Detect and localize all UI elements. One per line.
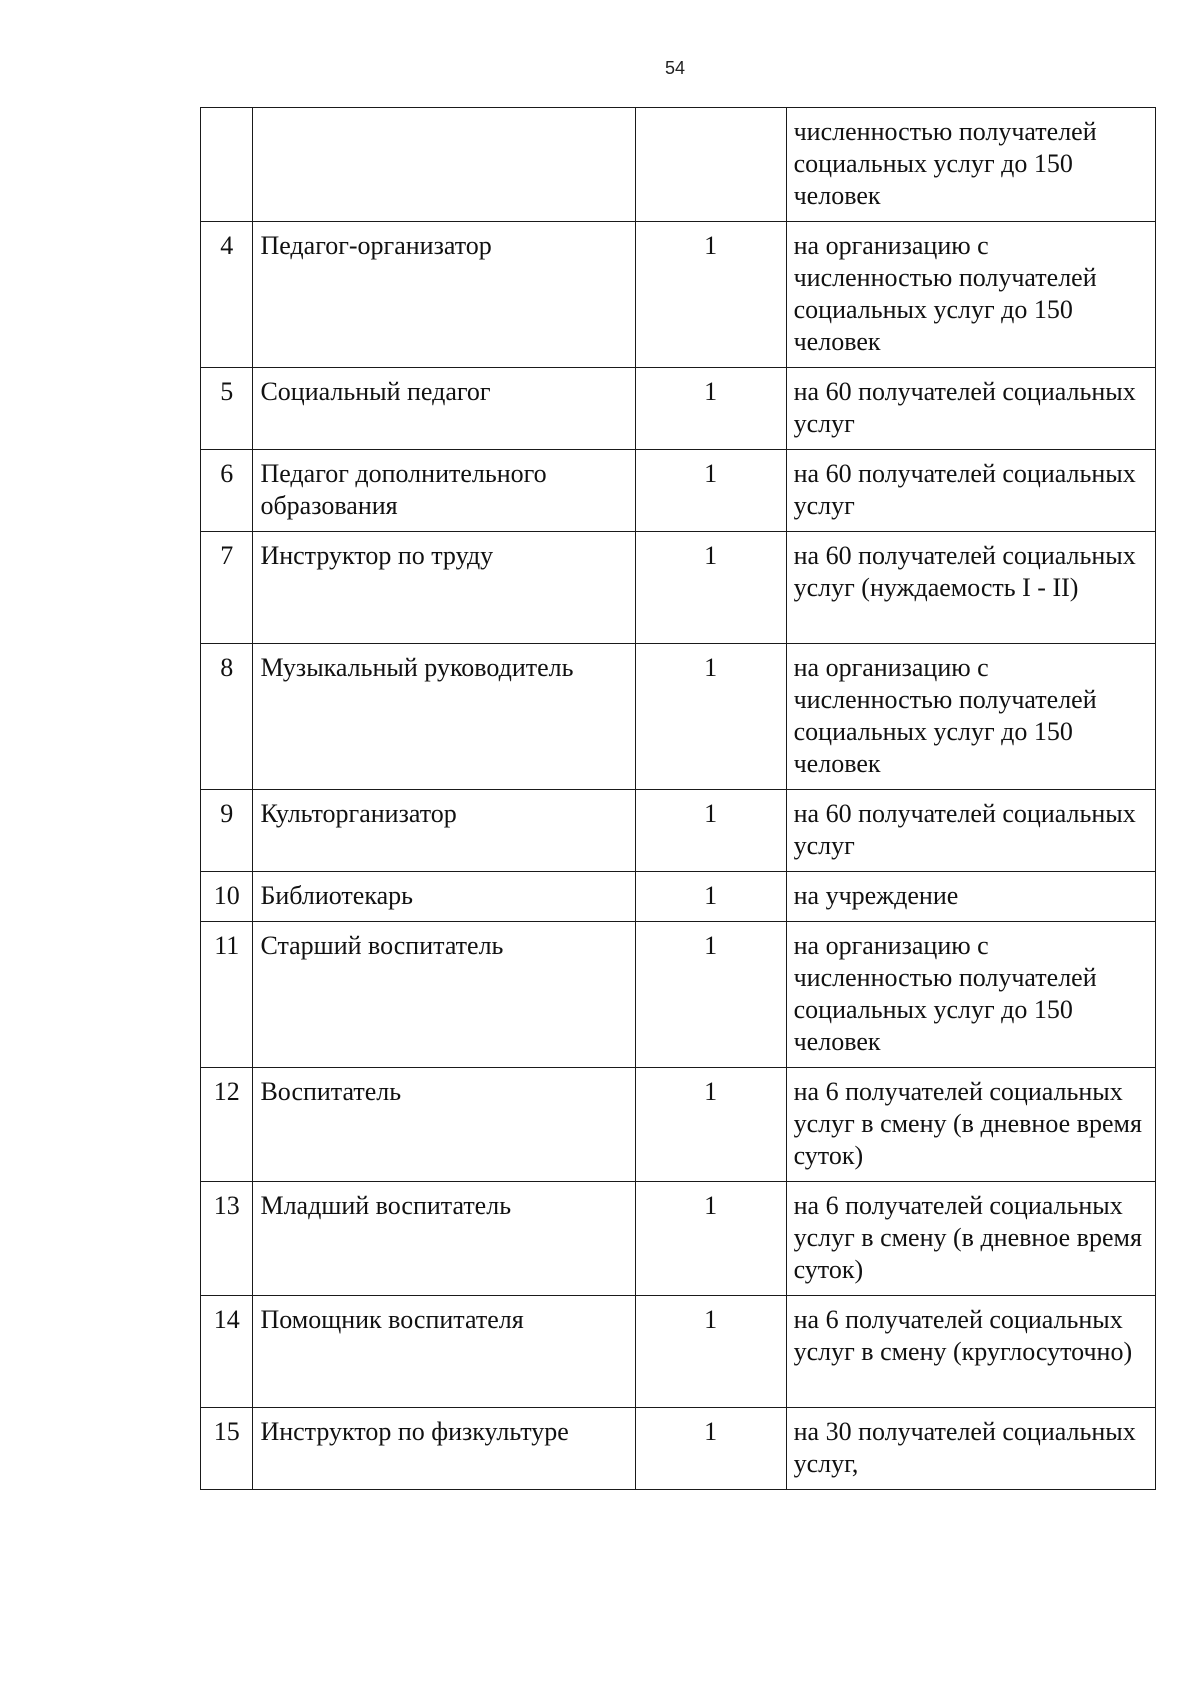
table-row: [201, 872, 1156, 922]
row-number-cell: 9: [201, 790, 253, 872]
row-number-cell: 13: [201, 1182, 253, 1296]
quantity-cell: 1: [635, 922, 786, 1068]
norm-cell: на 6 получателей социальных услуг в смену (в дневное время суток): [786, 1068, 1155, 1182]
position-cell: Библиотекарь: [253, 872, 635, 922]
norm-cell: на 60 получателей социальных услуг: [786, 368, 1155, 450]
position-cell: Педагог дополнительного образования: [253, 450, 635, 532]
quantity-cell: 1: [635, 1408, 786, 1490]
table-row: [201, 222, 1156, 368]
norm-cell: на 30 получателей социальных услуг,: [786, 1408, 1155, 1490]
table-row: [201, 922, 1156, 1068]
quantity-cell: 1: [635, 1182, 786, 1296]
row-number-cell: 6: [201, 450, 253, 532]
position-cell: Культорганизатор: [253, 790, 635, 872]
table-row: [201, 108, 1156, 222]
quantity-cell: 1: [635, 1068, 786, 1182]
norm-cell: на 6 получателей социальных услуг в смену (круглосуточно): [786, 1296, 1155, 1408]
row-number-cell: 8: [201, 644, 253, 790]
position-cell: Педагог-организатор: [253, 222, 635, 368]
position-cell: Музыкальный руководитель: [253, 644, 635, 790]
norm-cell: на организацию с численностью получателей социальных услуг до 150 человек: [786, 222, 1155, 368]
table-row: [201, 790, 1156, 872]
table-row: [201, 1182, 1156, 1296]
table-row: [201, 1068, 1156, 1182]
quantity-cell: 1: [635, 790, 786, 872]
norm-cell: на 6 получателей социальных услуг в смену (в дневное время суток): [786, 1182, 1155, 1296]
position-cell: Младший воспитатель: [253, 1182, 635, 1296]
row-number-cell: 4: [201, 222, 253, 368]
norm-cell: на 60 получателей социальных услуг: [786, 790, 1155, 872]
row-number-cell: 11: [201, 922, 253, 1068]
table-row: [201, 644, 1156, 790]
quantity-cell: 1: [635, 222, 786, 368]
quantity-cell: 1: [635, 644, 786, 790]
norm-cell: на учреждение: [786, 872, 1155, 922]
position-cell: Помощник воспитателя: [253, 1296, 635, 1408]
row-number-cell: [201, 108, 253, 222]
table-row: [201, 1296, 1156, 1408]
norm-cell: на организацию с численностью получателей социальных услуг до 150 человек: [786, 644, 1155, 790]
quantity-cell: [635, 108, 786, 222]
position-cell: Инструктор по физкультуре: [253, 1408, 635, 1490]
staffing-table: [200, 107, 1156, 1490]
position-cell: [253, 108, 635, 222]
quantity-cell: 1: [635, 368, 786, 450]
quantity-cell: 1: [635, 450, 786, 532]
row-number-cell: 10: [201, 872, 253, 922]
row-number-cell: 14: [201, 1296, 253, 1408]
table-row: [201, 1408, 1156, 1490]
row-number-cell: 15: [201, 1408, 253, 1490]
table-row: [201, 368, 1156, 450]
table-row: [201, 532, 1156, 644]
norm-cell: численностью получателей социальных услуг до 150 человек: [786, 108, 1155, 222]
quantity-cell: 1: [635, 532, 786, 644]
table-row: [201, 450, 1156, 532]
row-number-cell: 7: [201, 532, 253, 644]
page-number: 54: [664, 58, 686, 78]
quantity-cell: 1: [635, 872, 786, 922]
position-cell: Инструктор по труду: [253, 532, 635, 644]
row-number-cell: 5: [201, 368, 253, 450]
norm-cell: на 60 получателей социальных услуг (нуждаемость I - II): [786, 532, 1155, 644]
position-cell: Старший воспитатель: [253, 922, 635, 1068]
norm-cell: на организацию с численностью получателей социальных услуг до 150 человек: [786, 922, 1155, 1068]
row-number-cell: 12: [201, 1068, 253, 1182]
norm-cell: на 60 получателей социальных услуг: [786, 450, 1155, 532]
quantity-cell: 1: [635, 1296, 786, 1408]
position-cell: Социальный педагог: [253, 368, 635, 450]
position-cell: Воспитатель: [253, 1068, 635, 1182]
